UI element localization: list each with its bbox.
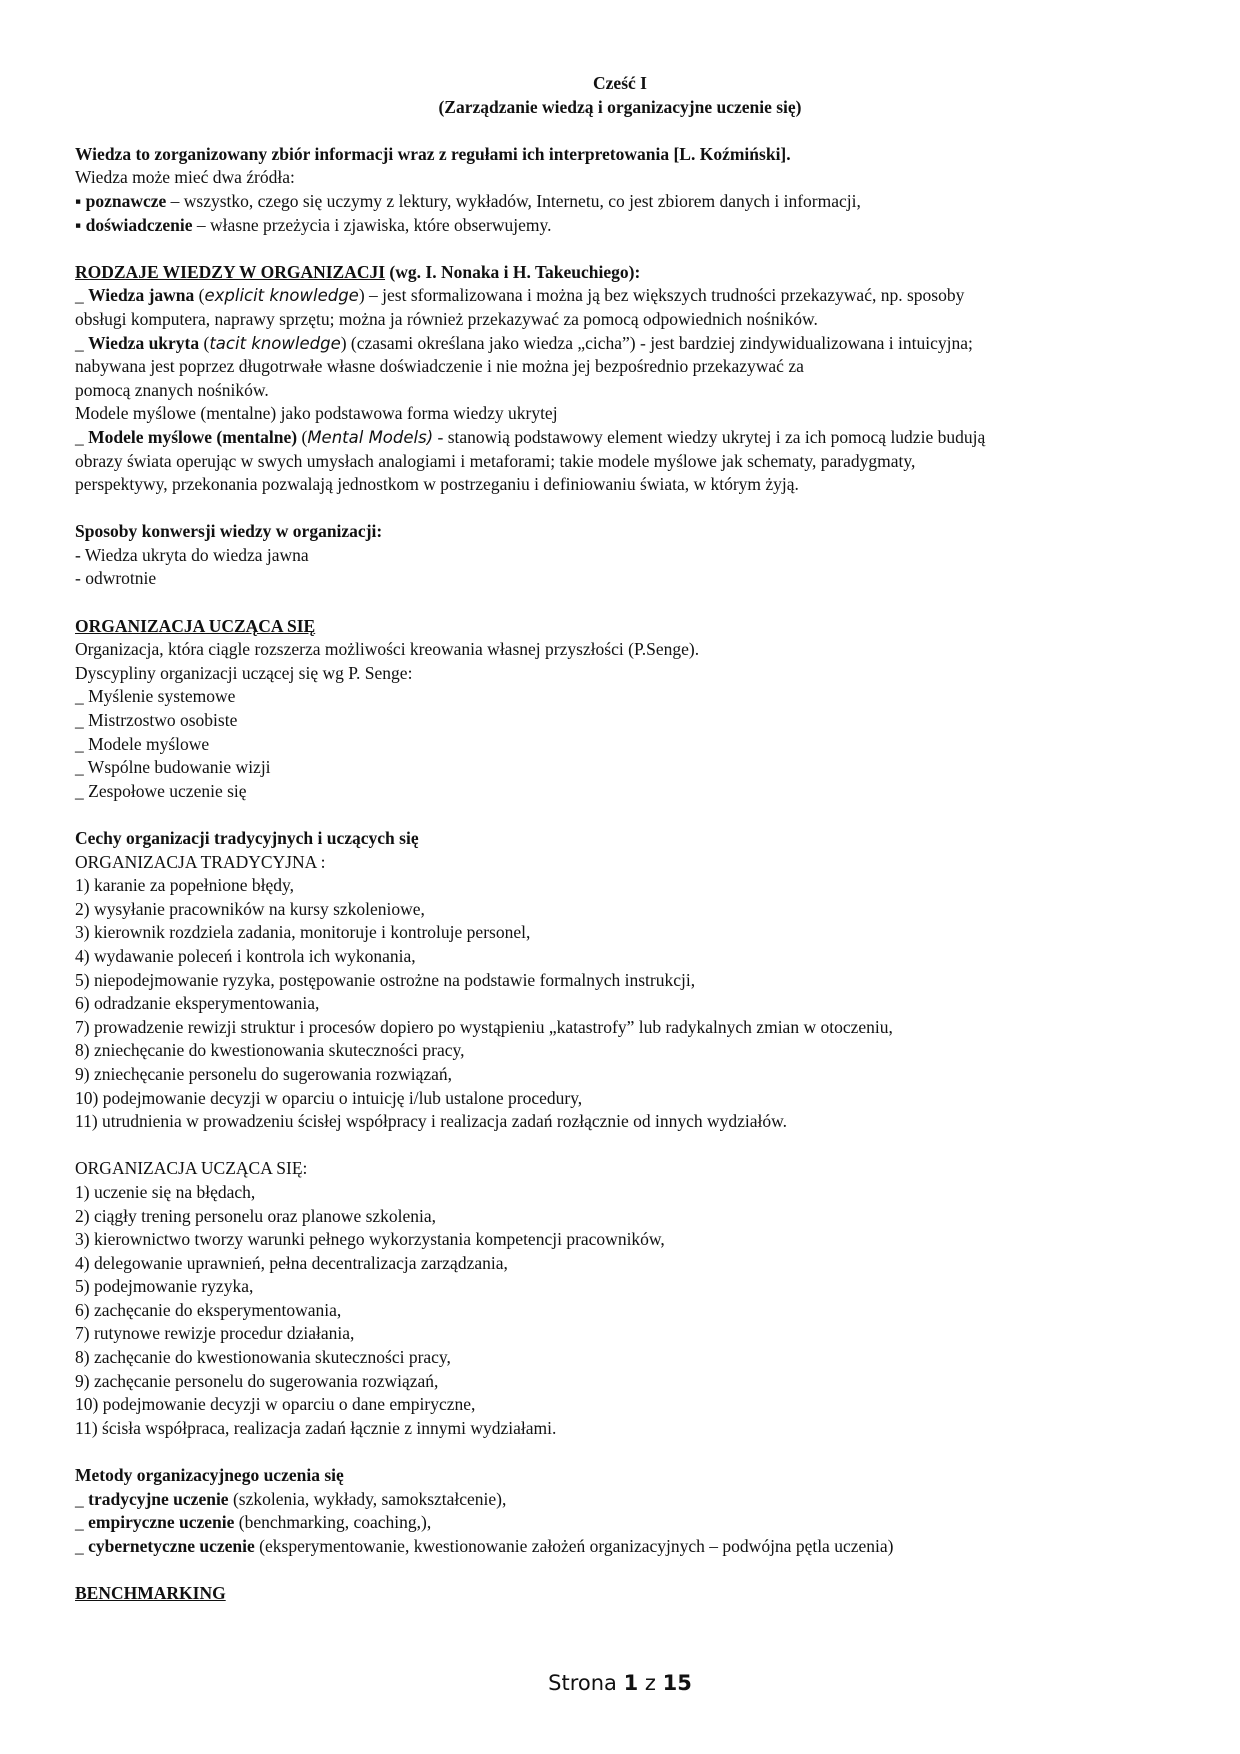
learning-org-list-heading: ORGANIZACJA UCZĄCA SIĘ:	[75, 1158, 308, 1179]
learning-item: 4) delegowanie uprawnień, pełna decentralizacja zarządzania,	[75, 1252, 508, 1273]
traditional-item: 2) wysyłanie pracowników na kursy szkoleniowe,	[75, 898, 425, 919]
current-page-number: 1	[623, 1671, 639, 1695]
traditional-item: 8) zniechęcanie do kwestionowania skuteczności pracy,	[75, 1040, 465, 1061]
method-text: (szkolenia, wykłady, samokształcenie),	[228, 1488, 507, 1509]
mental-models-intro: Modele myślowe (mentalne) jako podstawowa forma wiedzy ukrytej	[75, 403, 558, 424]
spacer	[75, 1558, 1165, 1582]
traditional-item: 4) wydawanie poleceń i kontrola ich wykonania,	[75, 945, 416, 966]
learning-item: 11) ścisła współpraca, realizacja zadań łącznie z innymi wydziałami.	[75, 1417, 557, 1438]
paren: (	[194, 285, 205, 306]
learning-item: 6) zachęcanie do eksperymentowania,	[75, 1299, 342, 1320]
explicit-english: explicit knowledge	[204, 286, 359, 306]
tacit-knowledge-cont: nabywana jest poprzez długotrwałe własne doświadczenie i nie można jej bezpośrednio przekazywać za	[75, 356, 804, 377]
learning-org-definition: Organizacja, która ciągle rozszerza możliwości kreowania własnej przyszłości (P.Senge).	[75, 639, 700, 660]
learning-item: 5) podejmowanie ryzyka,	[75, 1276, 254, 1297]
traditional-item: 9) zniechęcanie personelu do sugerowania rozwiązań,	[75, 1063, 453, 1084]
learning-item: 3) kierownictwo tworzy warunki pełnego wykorzystania kompetencji pracowników,	[75, 1229, 665, 1250]
spacer	[75, 591, 1165, 615]
method-text: (benchmarking, coaching,),	[234, 1512, 432, 1533]
discipline-item: _ Myślenie systemowe	[75, 686, 236, 707]
conversion-heading: Sposoby konwersji wiedzy w organizacji:	[75, 521, 383, 542]
spacer	[75, 803, 1165, 827]
source-term: doświadczenie	[85, 214, 193, 235]
traditional-org-heading: ORGANIZACJA TRADYCYJNA :	[75, 851, 326, 872]
mental-models-line	[75, 426, 1165, 450]
learning-item: 9) zachęcanie personelu do sugerowania rozwiązań,	[75, 1370, 439, 1391]
types-heading-suffix: (wg. I. Nonaka i H. Takeuchiego):	[385, 261, 641, 282]
traditional-item: 1) karanie za popełnione błędy,	[75, 875, 294, 896]
part-subtitle: (Zarządzanie wiedzą i organizacyjne uczenie się)	[438, 96, 802, 117]
dash-marker: _	[75, 426, 89, 447]
source-term: poznawcze	[85, 190, 167, 211]
discipline-item: _ Zespołowe uczenie się	[75, 780, 247, 801]
tacit-knowledge-line	[75, 332, 1165, 356]
spacer	[75, 237, 1165, 261]
method-item	[75, 1511, 1165, 1535]
knowledge-source-item	[75, 214, 1165, 238]
mental-models-text: - stanowią podstawowy element wiedzy ukrytej i za ich pomocą ludzie budują	[433, 426, 986, 447]
learning-item: 7) rutynowe rewizje procedur działania,	[75, 1323, 355, 1344]
mental-models-cont: perspektywy, przekonania pozwalają jednostkom w postrzeganiu i definiowaniu świata, w którym żyją.	[75, 474, 799, 495]
knowledge-source-item	[75, 190, 1165, 214]
tacit-text: ) (czasami określana jako wiedza „cicha”) - jest bardziej zindywidualizowana i intuicyjna;	[340, 332, 973, 353]
method-term: cybernetyczne uczenie	[88, 1535, 255, 1556]
disciplines-lead: Dyscypliny organizacji uczącej się wg P. Senge:	[75, 662, 413, 683]
method-term: empiryczne uczenie	[88, 1512, 235, 1533]
spacer	[75, 1440, 1165, 1464]
dash-marker: _	[75, 1488, 89, 1509]
part-title: Cześć I	[593, 73, 647, 93]
traditional-item: 6) odradzanie eksperymentowania,	[75, 993, 320, 1014]
mental-models-english: Mental Models)	[307, 427, 434, 447]
tacit-english: tacit knowledge	[209, 333, 341, 353]
traditional-item: 3) kierownik rozdziela zadania, monitoruje i kontroluje personel,	[75, 922, 531, 943]
discipline-item: _ Modele myślowe	[75, 733, 210, 754]
method-item	[75, 1488, 1165, 1512]
dash-marker: _	[75, 1512, 89, 1533]
spacer	[75, 119, 1165, 143]
paren: (	[199, 332, 210, 353]
mental-models-term: Modele myślowe (mentalne)	[88, 426, 298, 447]
features-heading: Cechy organizacji tradycyjnych i uczących się	[75, 828, 419, 848]
source-text: – własne przeżycia i zjawiska, które obserwujemy.	[192, 214, 552, 235]
method-text: (eksperymentowanie, kwestionowanie założeń organizacyjnych – podwójna pętla uczenia)	[254, 1535, 894, 1556]
knowledge-definition: Wiedza to zorganizowany zbiór informacji wraz z regułami ich interpretowania [L. Koźmiński].	[75, 143, 791, 164]
types-heading: RODZAJE WIEDZY W ORGANIZACJI	[75, 261, 386, 282]
conversion-item: - Wiedza ukryta do wiedza jawna	[75, 544, 309, 565]
traditional-item: 10) podejmowanie decyzji w oparciu o intuicję i/lub ustalone procedury,	[75, 1087, 583, 1108]
total-pages-number: 15	[662, 1671, 692, 1695]
dash-marker: _	[75, 285, 89, 306]
spacer	[75, 497, 1165, 521]
learning-item: 2) ciągły trening personelu oraz planowe szkolenia,	[75, 1205, 437, 1226]
document-page	[75, 72, 1165, 1606]
footer-middle: z	[638, 1671, 663, 1695]
bullet-icon: ▪	[75, 214, 82, 235]
explicit-text: ) – jest sformalizowana i można ją bez większych trudności przekazywać, np. sposoby	[358, 285, 965, 306]
benchmarking-heading: BENCHMARKING	[75, 1583, 226, 1603]
tacit-term: Wiedza ukryta	[88, 332, 200, 353]
bullet-icon: ▪	[75, 190, 82, 211]
discipline-item: _ Wspólne budowanie wizji	[75, 757, 271, 778]
traditional-item: 11) utrudnienia w prowadzeniu ścisłej współpracy i realizacja zadań rozłącznie od innych wydziałów.	[75, 1111, 788, 1132]
conversion-item: - odwrotnie	[75, 568, 157, 589]
tacit-knowledge-cont: pomocą znanych nośników.	[75, 379, 269, 400]
traditional-item: 7) prowadzenie rewizji struktur i procesów dopiero po wystąpieniu „katastrofy” lub radykalnych zmian w otoczeniu,	[75, 1016, 893, 1037]
explicit-knowledge-line	[75, 284, 1165, 308]
source-text: – wszystko, czego się uczymy z lektury, wykładów, Internetu, co jest zbiorem danych i informacji,	[166, 190, 861, 211]
dash-marker: _	[75, 1535, 89, 1556]
explicit-knowledge-cont: obsługi komputera, naprawy sprzętu; można ja również przekazywać za pomocą odpowiednich nośników.	[75, 308, 818, 329]
section-heading-types	[75, 261, 1165, 285]
traditional-item: 5) niepodejmowanie ryzyka, postępowanie ostrożne na podstawie formalnych instrukcji,	[75, 969, 696, 990]
methods-heading: Metody organizacyjnego uczenia się	[75, 1465, 344, 1486]
mental-models-cont: obrazy świata operując w swych umysłach analogiami i metaforami; takie modele myślowe jak schematy, paradygmaty,	[75, 450, 916, 471]
discipline-item: _ Mistrzostwo osobiste	[75, 710, 238, 731]
spacer	[75, 1134, 1165, 1158]
learning-item: 10) podejmowanie decyzji w oparciu o dane empiryczne,	[75, 1394, 476, 1415]
method-term: tradycyjne uczenie	[88, 1488, 229, 1509]
learning-item: 1) uczenie się na błędach,	[75, 1181, 256, 1202]
explicit-term: Wiedza jawna	[88, 285, 195, 306]
footer-prefix: Strona	[548, 1671, 624, 1695]
page-footer	[0, 1671, 1240, 1695]
learning-org-heading: ORGANIZACJA UCZĄCA SIĘ	[75, 615, 316, 636]
learning-item: 8) zachęcanie do kwestionowania skuteczności pracy,	[75, 1347, 451, 1368]
dash-marker: _	[75, 332, 89, 353]
paren: (	[297, 426, 308, 447]
method-item	[75, 1535, 1165, 1559]
knowledge-sources-lead: Wiedza może mieć dwa źródła:	[75, 167, 295, 188]
